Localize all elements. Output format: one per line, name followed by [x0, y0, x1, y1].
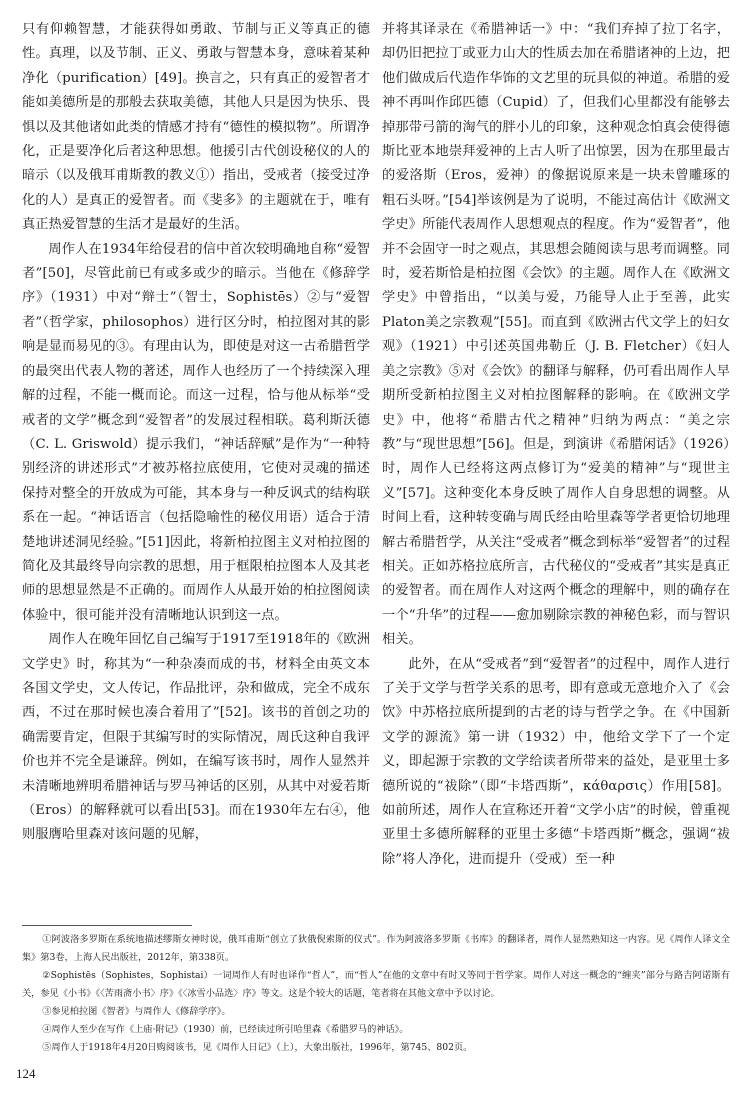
- page-number: 124: [16, 1066, 36, 1081]
- footnote: ②Sophistēs（Sophistes，Sophistai）一词周作人有时也译作“哲人”，而“哲人”在他的文章中有时又等同于哲学家。周作人对这一概念的“缠夹”部分与路吉阿诺斯有关，参见《小书》《〈苦雨斋小书〉序》《〈冰雪小品选〉序》等文。这是个较大的话题，笔者将在其他文章中予以讨论。: [22, 970, 730, 999]
- left-column: [22, 18, 370, 918]
- footnote: ①阿波洛多罗斯在系统地描述缪斯女神时说，俄耳甫斯“创立了狄俄倪索斯的仪式”。作为阿波洛多罗斯《书库》的翻译者，周作人显然熟知这一内容。见《周作人译文全集》第3卷，上海人民出版社，2012年，第338页。: [22, 934, 730, 963]
- footnote-divider: [22, 925, 192, 926]
- right-column: [382, 18, 730, 918]
- footnote: ④周作人至少在写作《上庙·附记》（1930）前，已经读过所引哈里森《希腊罗马的神话》。: [42, 1024, 409, 1035]
- paragraph: 周作人在1934年给侵君的信中首次较明确地自称“爱智者”[50]，尽管此前已有或多或少的暗示。当他在《修辞学序》（1931）中对“辩士”（智士，Sophistēs）②与“爱智者”（哲学家，philosophos）进行区分时，柏拉图对其的影响是显而易见的③。有理由认为，即使是对这一古希腊哲学的最突出代表人物的著述，周作人也经历了一个持续深入理解的过程，不能一概而论。而这一过程，恰与他从标举“受戒者的文学”概念到“爱智者”的发展过程相联。葛利斯沃德（C. L. Griswold）提示我们，“神话辞赋”是作为“一种特别经济的讲述形式”才被苏格拉底使用，它使对灵魂的描述保持对整全的开放成为可能，其本身与一种反讽式的结构联系在一起。“神话语言（包括隐喻性的秘仪用语）适合于清楚地讲述洞见经验。”[51]因此，将新柏拉图主义对柏拉图的简化及其最终导向宗教的思想，用于框限柏拉图本人及其老师的思想显然是不正确的。而周作人从最开始的柏拉图阅读体验中，很可能并没有清晰地认识到这一点。: [22, 241, 370, 623]
- paragraph: 并将其译录在《希腊神话一》中：“我们弃掉了拉丁名字，却仍旧把拉丁或亚力山大的性质去加在希腊诸神的上边，把他们做成后代造作华饰的文艺里的玩具似的神道。希腊的爱神不再叫作邱匹德（Cupid）了，但我们心里都没有能够去掉那带弓箭的淘气的胖小儿的印象，这种观念怕真会使得德斯比亚本地崇拜爱神的上古人听了出惊罢，因为在那里最古的爱洛斯（Eros，爱神）的像据说原来是一块未曾雕琢的粗石头呀。”[54]举该例是为了说明，不能过高估计《欧洲文学史》所能代表周作人思想观点的程度。作为“爱智者”，他并不会固守一时之观点，其思想会随阅读与思考而调整。同时，爱若斯恰是柏拉图《会饮》的主题。周作人在《欧洲文学史》中曾指出，“以美与爱，乃能导人止于至善，此实Platon美之宗教观”[55]。而直到《欧洲古代文学上的妇女观》（1921）中引述英国弗勒丘（J. B. Fletcher）《妇人美之宗教》⑤对《会饮》的翻译与解释，仍可看出周作人早期所受新柏拉图主义对柏拉图解释的影响。在《欧洲文学史》中，他将“希腊古代之精神”归纳为两点：“美之宗教”与“现世思想”[56]。但是，到演讲《希腊闲话》（1926）时，周作人已经将这两点修订为“爱美的精神”与“现世主义”[57]。这种变化本身反映了周作人自身思想的调整。从时间上看，这种转变确与周氏经由哈里森等学者更恰切地理解古希腊哲学，从关注“受戒者”概念到标举“爱智者”的过程相关。正如苏格拉底所言，古代秘仪的“受戒者”其实是真正的爱智者。而在周作人对这两个概念的理解中，则的确存在一个“升华”的过程——愈加剔除宗教的神秘色彩，而与智识相关。: [382, 22, 730, 648]
- body-text: [22, 18, 730, 918]
- footnote: ③参见柏拉图《智者》与周作人《修辞学序》。: [42, 1006, 231, 1017]
- paragraph: 此外，在从“受戒者”到“爱智者”的过程中，周作人进行了关于文学与哲学关系的思考，即有意或无意地介入了《会饮》中苏格拉底所提到的古老的诗与哲学之争。在《中国新文学的源流》第一讲（1932）中，他给文学下了一个定义，即起源于宗教的文学给读者所带来的益处，是亚里士多德所说的“祓除”（即“卡塔西斯”，κάθαρσις）作用[58]。如前所述，周作人在宣称还开着“文学小店”的时候，曾重视亚里士多德所解释的亚里士多德“卡塔西斯”概念，强调“祓除”将人净化，进而提升（受戒）至一种: [382, 656, 730, 867]
- paragraph: 周作人在晚年回忆自己编写于1917至1918年的《欧洲文学史》时，称其为“一种杂凑而成的书，材料全由英文本各国文学史，文人传记，作品批评，杂和做成，完全不成东西，不过在那时候也凑合着用了”[52]。该书的首创之功的确需要肯定，但限于其编写时的实际情况，周氏这种自我评价也并不完全是谦辞。例如，在编写该书时，周作人显然并未清晰地辨明希腊神话与罗马神话的区别，从其中对爱若斯（Eros）的解释就可以看出[53]。而在1930年左右④，他则服膺哈里森对该问题的见解，: [22, 632, 370, 843]
- paragraph: 只有仰赖智慧，才能获得如勇敢、节制与正义等真正的德性。真理，以及节制、正义、勇敢与智慧本身，意味着某种净化（purification）[49]。换言之，只有真正的爱智者才能如美德所是的那般去获取美德，其他人只是因为快乐、畏惧以及其他诸如此类的情感才持有“德性的模拟物”。所谓净化，正是要净化后者这种思想。他援引古代创设秘仪的人的暗示（以及俄耳甫斯教的教义①）指出，受戒者（接受过净化的人）是真正的爱智者。而《斐多》的主题就在于，唯有真正热爱智慧的生活才是最好的生活。: [22, 22, 370, 233]
- footnotes: [22, 931, 730, 1057]
- footnote: ⑤周作人于1918年4月20日购阅该书，见《周作人日记》（上），大象出版社，1996年，第745、802页。: [42, 1042, 473, 1053]
